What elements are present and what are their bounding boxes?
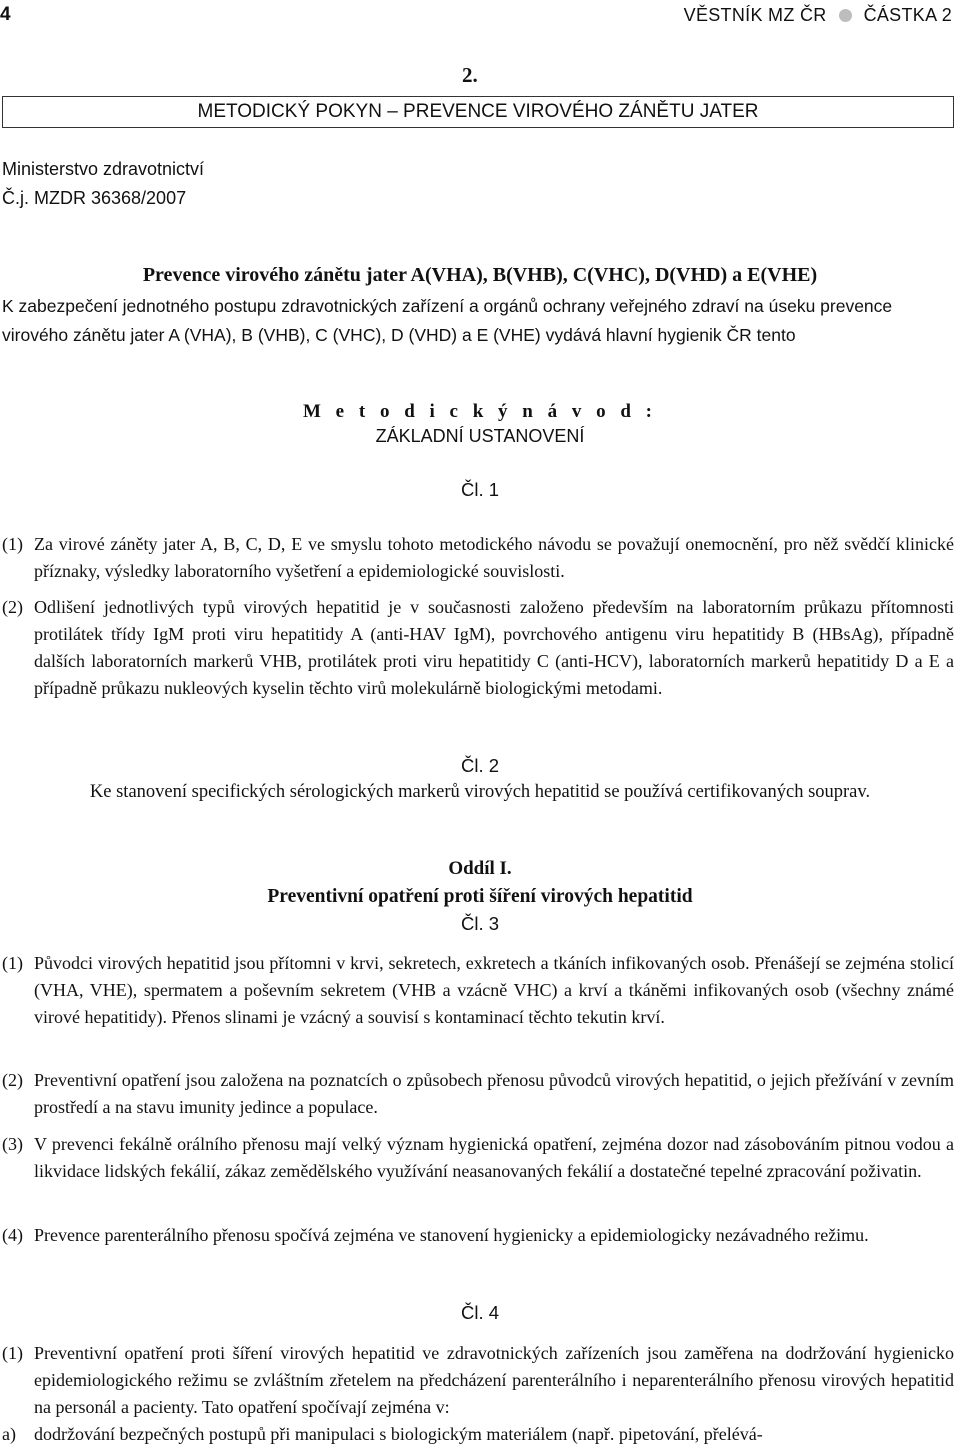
article-1-paragraph-1 xyxy=(2,531,954,585)
article-2-heading: Čl. 2 xyxy=(460,755,500,776)
paragraph-text: Původci virových hepatitid jsou přítomni v krvi, sekretech, exkretech a tkáních infikovaných osob. Přenášejí se zejména stolicí (VHA, VHE), spermatem a poševním sekretem (VHB a vzácně VHC) a krví a tkáněmi infikovaných osob (všechny známé virové hepatitidy). Přenos slinami je vzácný a souvisí s kontaminací těchto tekutin krví. xyxy=(34,953,954,1027)
bullet-dot-icon xyxy=(839,9,852,22)
paragraph-text: Prevence parenterálního přenosu spočívá zejména ve stanovení hygienicky a epidemiologicky nezávadného režimu. xyxy=(34,1225,869,1245)
article-2-text: Ke stanovení specifických sérologických markerů virových hepatitid se používá certifikovaných souprav. xyxy=(89,782,871,802)
paragraph-text: V prevenci fekálně orálního přenosu mají velký význam hygienická opatření, zejména dozor nad zásobováním pitnou vodou a likvidace lidských fekálií, zákaz zemědělského využívání neasanovaných fekálií a dostatečné tepelné zpracování poživatin. xyxy=(34,1134,954,1181)
article-3-heading: Čl. 3 xyxy=(460,913,500,934)
paragraph-number: (1) xyxy=(2,534,23,554)
issuer-block xyxy=(2,155,204,213)
metodicky-navod-heading: M e t o d i c k ý n á v o d : xyxy=(303,401,657,422)
item-letter: a) xyxy=(2,1424,16,1444)
division-title: Preventivní opatření proti šíření virových hepatitid xyxy=(267,886,693,907)
issuer-ministry: Ministerstvo zdravotnictví xyxy=(2,159,205,179)
paragraph-text: Odlišení jednotlivých typů virových hepatitid je v současnosti založeno především na laboratorním průkazu přítomnosti protilátek třídy IgM proti viru hepatitidy A (anti-HAV IgM), povrchového antigenu viru hepatitidy B (HBsAg), případně dalších laboratorních markerů VHB, protilátek proti viru hepatitidy C (anti-HCV), laboratorních markerů hepatitidy D a E a případně průkazu nukleových kyselin těchto virů molekulárně biologickými metodami. xyxy=(34,597,954,698)
article-3-paragraph-4 xyxy=(2,1222,954,1249)
section-title: METODICKÝ POKYN – PREVENCE VIROVÉHO ZÁNĚTU JATER xyxy=(197,101,759,122)
article-4-heading: Čl. 4 xyxy=(460,1302,500,1323)
basic-provisions-heading: ZÁKLADNÍ USTANOVENÍ xyxy=(375,426,585,446)
paragraph-number: (3) xyxy=(2,1134,23,1154)
paragraph-number: (1) xyxy=(2,953,23,973)
paragraph-number: (2) xyxy=(2,1070,23,1090)
reference-number: Č.j. MZDR 36368/2007 xyxy=(2,188,187,208)
section-title-box xyxy=(2,96,954,128)
article-1-heading: Čl. 1 xyxy=(460,479,500,500)
intro-paragraph: K zabezpečení jednotného postupu zdravotnických zařízení a orgánů ochrany veřejného zdraví na úseku prevence virového zánětu jater A (VHA), B (VHB), C (VHC), D (VHD) a E (VHE) vydává hlavní hygienik ČR tento xyxy=(2,296,893,345)
paragraph-number: (4) xyxy=(2,1225,23,1245)
paragraph-number: (2) xyxy=(2,597,23,617)
article-3-paragraph-1 xyxy=(2,950,954,1031)
paragraph-text: Za virové záněty jater A, B, C, D, E ve smyslu tohoto metodického návodu se považují onemocnění, pro něž svědčí klinické příznaky, výsledky laboratorního vyšetření a epidemiologické souvislosti. xyxy=(34,534,954,581)
section-number: 2. xyxy=(462,63,478,87)
paragraph-number: (1) xyxy=(2,1343,23,1363)
article-1-paragraph-2 xyxy=(2,594,954,702)
article-4-item-a xyxy=(2,1421,954,1448)
paragraph-text: Preventivní opatření proti šíření virových hepatitid ve zdravotnických zařízeních jsou zaměřena na dodržování hygienicko epidemiologického režimu se zvláštním zřetelem na předcházení parenterálního i neparenterálního přenosu virových hepatitid na personál a pacienty. Tato opatření spočívají zejména v: xyxy=(34,1343,954,1417)
page-number: 4 xyxy=(0,4,11,25)
document-title: Prevence virového zánětu jater A(VHA), B(VHB), C(VHC), D(VHD) a E(VHE) xyxy=(142,264,818,286)
journal-name: VĚSTNÍK MZ ČR xyxy=(683,5,827,25)
article-4-paragraph-1 xyxy=(2,1340,954,1421)
article-3-paragraph-3 xyxy=(2,1131,954,1185)
item-text: dodržování bezpečných postupů při manipulaci s biologickým materiálem (např. pipetování, přelévá- xyxy=(34,1424,763,1444)
running-header xyxy=(684,5,952,26)
journal-part: ČÁSTKA 2 xyxy=(863,5,952,25)
division-label: Oddíl I. xyxy=(448,858,512,879)
paragraph-text: Preventivní opatření jsou založena na poznatcích o způsobech přenosu původců virových hepatitid, o jejich přežívání v zevním prostředí a na stavu imunity jedince a populace. xyxy=(34,1070,954,1117)
article-3-paragraph-2 xyxy=(2,1067,954,1121)
